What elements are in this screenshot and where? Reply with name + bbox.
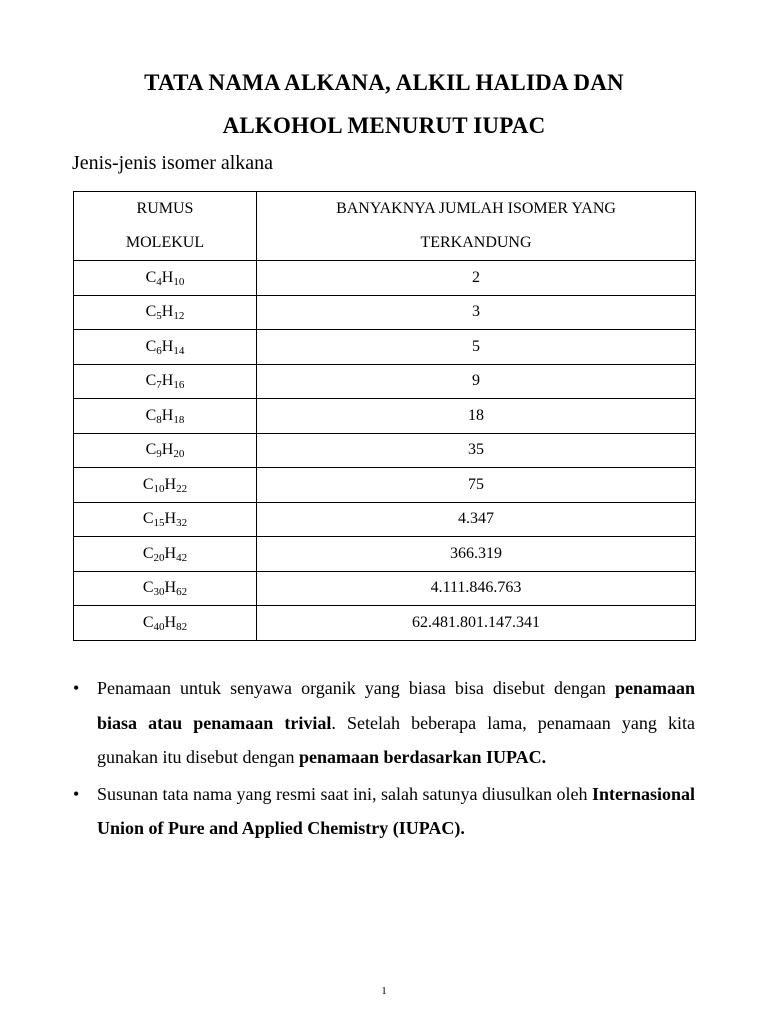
bullet1-bold-a: penamaan biasa atau penamaan trivial — [97, 678, 695, 733]
table-row — [74, 295, 696, 330]
isomer-count-cell: 4.111.846.763 — [257, 571, 696, 606]
table-row — [74, 606, 696, 641]
formula-cell — [74, 399, 257, 434]
formula-h-sub: 22 — [176, 482, 188, 495]
isomer-count-cell: 4.347 — [257, 502, 696, 537]
header-col1-line1: RUMUS — [136, 200, 194, 217]
isomer-table — [73, 191, 696, 641]
formula-h: H — [161, 406, 174, 424]
table-header-row — [74, 192, 696, 261]
table-row — [74, 399, 696, 434]
table-row — [74, 261, 696, 296]
formula-c-sub: 6 — [156, 344, 162, 357]
formula-c-sub: 5 — [156, 310, 162, 323]
formula-h: H — [164, 544, 177, 562]
formula-h-sub: 82 — [176, 620, 188, 633]
formula-h-sub: 10 — [173, 275, 185, 288]
formula-c-sub: 40 — [153, 620, 165, 633]
table-row — [74, 571, 696, 606]
header-rumus-molekul — [74, 192, 257, 261]
document-title-line-2: ALKOHOL MENURUT IUPAC — [222, 113, 546, 138]
table-row — [74, 330, 696, 365]
bullet1-text-a: Penamaan untuk senyawa organik yang biasa bisa disebut dengan — [97, 678, 615, 698]
header-col2-line1: BANYAKNYA JUMLAH ISOMER YANG — [336, 200, 616, 217]
formula-h: H — [164, 613, 177, 631]
formula-cell — [74, 364, 257, 399]
header-col1-line2: MOLEKUL — [125, 234, 205, 251]
section-subtitle: Jenis-jenis isomer alkana — [72, 152, 274, 174]
table-row — [74, 468, 696, 503]
isomer-count-cell: 3 — [257, 295, 696, 330]
formula-cell — [74, 261, 257, 296]
formula-c: C — [142, 510, 154, 528]
bullet-list — [73, 671, 695, 846]
formula-cell — [74, 295, 257, 330]
formula-c: C — [142, 579, 154, 597]
formula-c-sub: 20 — [153, 551, 165, 564]
formula-c: C — [142, 475, 154, 493]
formula-c: C — [145, 268, 157, 286]
formula-h-sub: 14 — [173, 344, 185, 357]
table-row — [74, 433, 696, 468]
bullet2-text-a: Susunan tata nama yang resmi saat ini, salah satunya diusulkan oleh — [97, 783, 592, 804]
bullet1-bold-b: penamaan berdasarkan IUPAC. — [298, 747, 547, 767]
header-jumlah-isomer — [257, 192, 696, 261]
formula-c: C — [145, 303, 157, 321]
formula-h-sub: 12 — [173, 310, 185, 323]
bullet-item-1 — [73, 671, 695, 775]
bullet-dot: • — [73, 678, 80, 698]
isomer-count-cell: 18 — [257, 399, 696, 434]
isomer-count-cell: 62.481.801.147.341 — [257, 606, 696, 641]
bullet-dot: • — [73, 783, 80, 804]
formula-c-sub: 9 — [156, 448, 162, 461]
table-row — [74, 502, 696, 537]
formula-cell — [74, 502, 257, 537]
formula-h-sub: 20 — [173, 448, 185, 461]
formula-h-sub: 32 — [176, 517, 188, 530]
formula-h: H — [161, 303, 174, 321]
header-col2-line2: TERKANDUNG — [420, 234, 532, 251]
formula-h: H — [161, 337, 174, 355]
isomer-count-cell: 35 — [257, 433, 696, 468]
document-title-line-1: TATA NAMA ALKANA, ALKIL HALIDA DAN — [144, 70, 624, 95]
formula-cell — [74, 330, 257, 365]
isomer-count-cell: 366.319 — [257, 537, 696, 572]
formula-c: C — [142, 544, 154, 562]
formula-c: C — [145, 406, 157, 424]
isomer-count-cell: 75 — [257, 468, 696, 503]
isomer-count-cell: 5 — [257, 330, 696, 365]
formula-c-sub: 10 — [153, 482, 165, 495]
formula-h: H — [161, 441, 174, 459]
formula-c: C — [145, 337, 157, 355]
formula-c-sub: 8 — [156, 413, 162, 426]
formula-c-sub: 7 — [156, 379, 162, 392]
formula-h: H — [164, 475, 177, 493]
formula-h: H — [161, 268, 174, 286]
page-number: 1 — [381, 985, 387, 997]
formula-cell — [74, 433, 257, 468]
formula-cell — [74, 468, 257, 503]
formula-c: C — [145, 372, 157, 390]
table-row — [74, 364, 696, 399]
formula-h-sub: 18 — [173, 413, 185, 426]
table-row — [74, 537, 696, 572]
formula-h-sub: 16 — [173, 379, 185, 392]
formula-c-sub: 15 — [153, 517, 165, 530]
formula-h: H — [164, 510, 177, 528]
bullet-item-2 — [73, 777, 695, 846]
formula-cell — [74, 606, 257, 641]
isomer-count-cell: 2 — [257, 261, 696, 296]
formula-h: H — [161, 372, 174, 390]
formula-cell — [74, 571, 257, 606]
isomer-count-cell: 9 — [257, 364, 696, 399]
bullet1-text-b: . Setelah beberapa lama, penamaan yang kita gunakan itu disebut dengan — [97, 712, 695, 767]
formula-c-sub: 4 — [156, 275, 162, 288]
formula-h-sub: 62 — [176, 586, 188, 599]
bullet2-bold-a: Internasional Union of Pure and Applied Chemistry (IUPAC). — [97, 783, 695, 838]
formula-cell — [74, 537, 257, 572]
formula-h: H — [164, 579, 177, 597]
formula-h-sub: 42 — [176, 551, 188, 564]
formula-c: C — [145, 441, 157, 459]
formula-c: C — [142, 613, 154, 631]
formula-c-sub: 30 — [153, 586, 165, 599]
